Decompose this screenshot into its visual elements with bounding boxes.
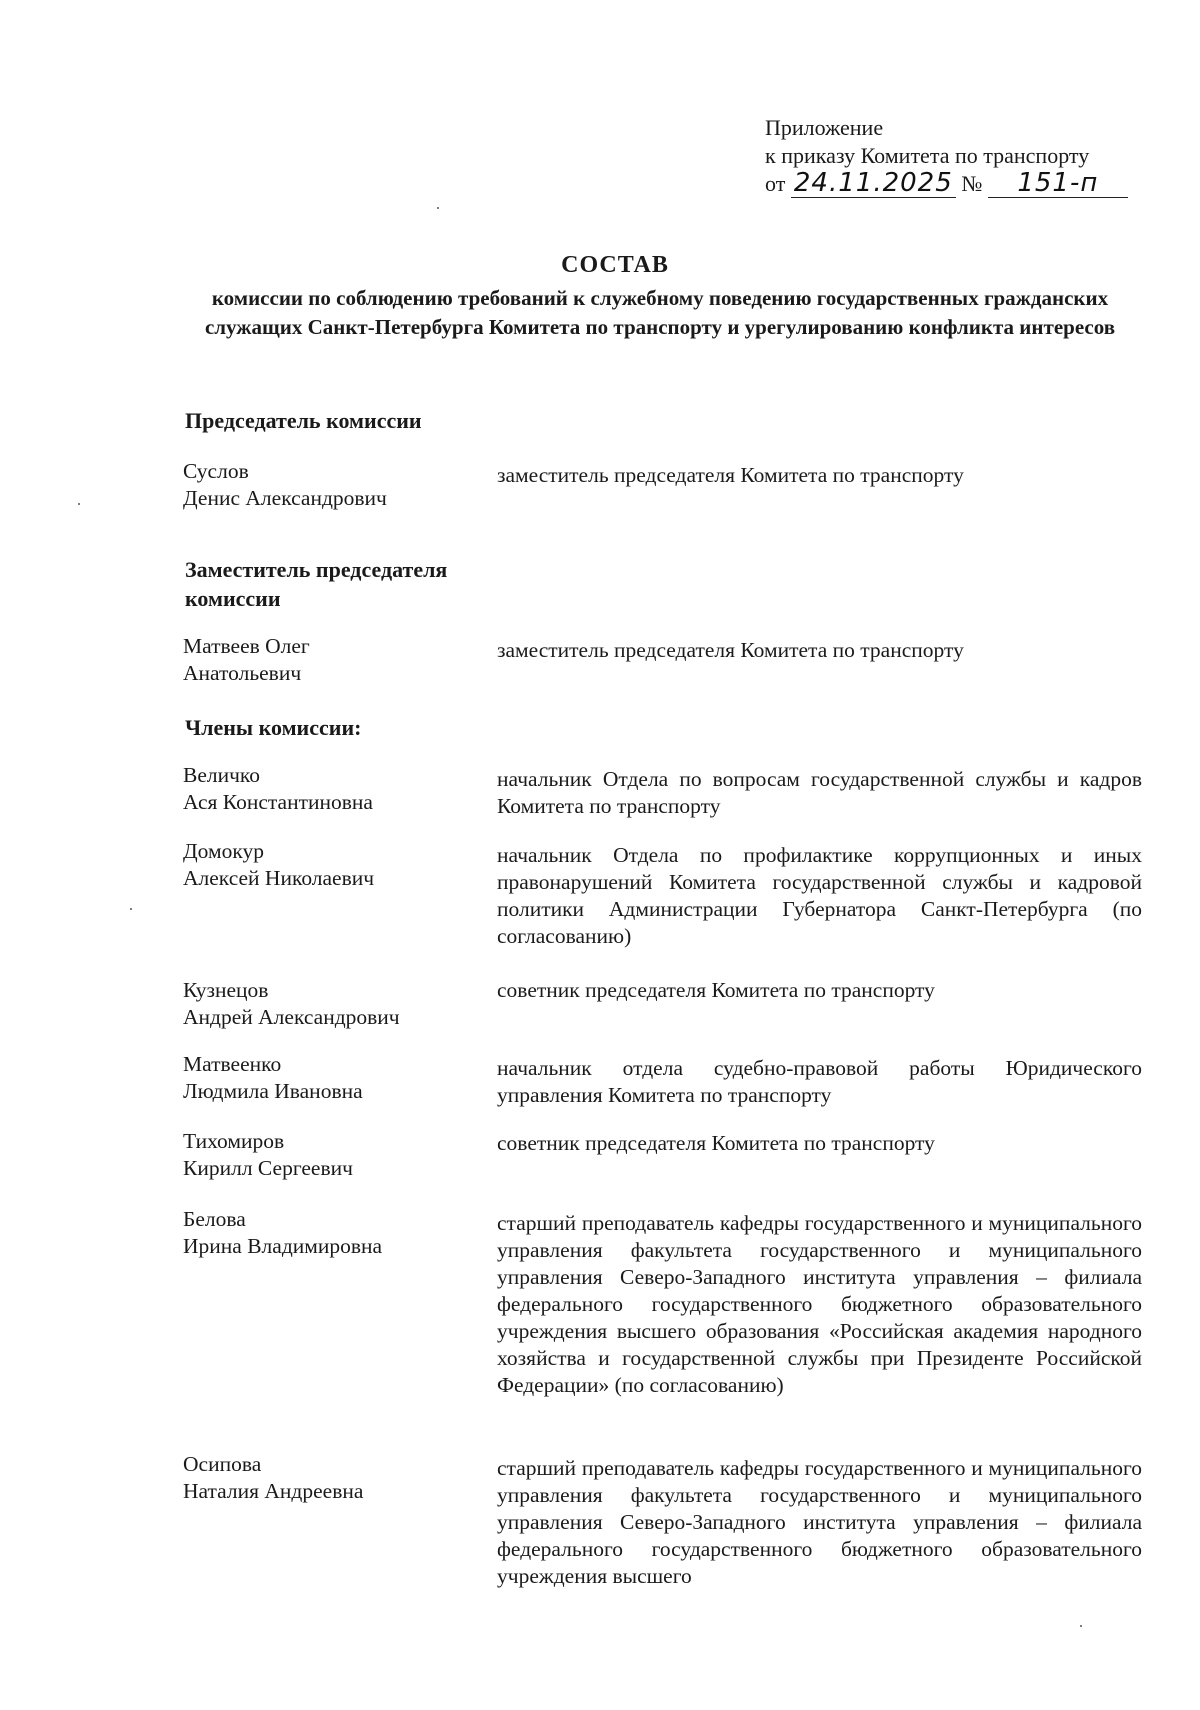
name-surname: Белова	[183, 1207, 246, 1231]
member-role: начальник Отдела по вопросам государственной службы и кадров Комитета по транспорту	[497, 767, 1142, 818]
order-number	[988, 170, 1128, 198]
name-surname: Тихомиров	[183, 1129, 285, 1153]
member-role: советник председателя Комитета по транспорту	[497, 978, 935, 1002]
name-given: Наталия Андреевна	[183, 1479, 364, 1503]
name-surname: Матвеев Олег	[183, 634, 310, 658]
member-role: старший преподаватель кафедры государственного и муниципального управления факультета государственного и муниципального управления Северо-Западного института управления – филиала федерального государственного бюджетного образовательного учреждения высшего	[497, 1456, 1142, 1588]
name-surname: Матвеенко	[183, 1052, 282, 1076]
member-name	[183, 1206, 473, 1260]
name-given: Андрей Александрович	[183, 1005, 400, 1029]
member-name	[183, 1051, 473, 1105]
member-name	[183, 458, 473, 512]
name-given: Кирилл Сергеевич	[183, 1156, 353, 1180]
member-name	[183, 1451, 473, 1505]
appendix-block	[765, 114, 1128, 198]
name-surname: Суслов	[183, 459, 249, 483]
order-date-handwritten: 24.11.2025	[793, 168, 953, 198]
member-role: заместитель председателя Комитета по транспорту	[497, 463, 964, 487]
member-name	[183, 977, 473, 1031]
section-deputy: Заместитель председателя комиссии	[185, 557, 448, 611]
member-role: старший преподаватель кафедры государственного и муниципального управления факультета государственного и муниципального управления Северо-Западного института управления – филиала федерального государственного бюджетного образовательного учреждения высшего образования «Российская академия народного хозяйства и государственной службы при Президенте Российской Федерации» (по согласованию)	[497, 1211, 1142, 1397]
appendix-order-ref: к приказу Комитета по транспорту	[765, 143, 1090, 168]
scan-speck	[1080, 1625, 1082, 1627]
member-name	[183, 633, 473, 687]
member-name	[183, 838, 473, 892]
document-subtitle: комиссии по соблюдению требований к служебному поведению государственных гражданских служащих Санкт-Петербурга Комитета по транспорту и урегулированию конфликта интересов	[204, 286, 1116, 339]
appendix-title: Приложение	[765, 115, 884, 140]
name-given: Ирина Владимировна	[183, 1234, 383, 1258]
number-label: №	[961, 171, 983, 196]
name-given: Алексей Николаевич	[183, 866, 375, 890]
order-number-handwritten: 151-п	[1017, 168, 1099, 198]
member-role: советник председателя Комитета по транспорту	[497, 1131, 935, 1155]
scan-speck	[78, 503, 80, 505]
name-given: Денис Александрович	[183, 486, 387, 510]
member-name	[183, 762, 473, 816]
document-title: СОСТАВ	[561, 252, 669, 278]
name-surname: Домокур	[183, 839, 265, 863]
order-date	[791, 170, 956, 198]
member-role: начальник отдела судебно-правовой работы Юридического управления Комитета по транспорту	[497, 1056, 1142, 1107]
section-members: Члены комиссии:	[185, 715, 362, 740]
from-label: от	[765, 171, 786, 196]
scan-speck	[437, 207, 439, 209]
name-given: Людмила Ивановна	[183, 1079, 363, 1103]
member-role: начальник Отдела по профилактике коррупционных и иных правонарушений Комитета государственной службы и кадровой политики Администрации Губернатора Санкт-Петербурга (по согласованию)	[497, 843, 1142, 948]
name-given: Анатольевич	[183, 661, 302, 685]
member-name	[183, 1128, 473, 1182]
name-surname: Кузнецов	[183, 978, 269, 1002]
name-surname: Величко	[183, 763, 261, 787]
name-surname: Осипова	[183, 1452, 262, 1476]
appendix-date-number	[765, 170, 1128, 198]
name-given: Ася Константиновна	[183, 790, 373, 814]
scan-speck	[130, 908, 132, 910]
section-chairman: Председатель комиссии	[185, 408, 422, 433]
member-role: заместитель председателя Комитета по транспорту	[497, 638, 964, 662]
